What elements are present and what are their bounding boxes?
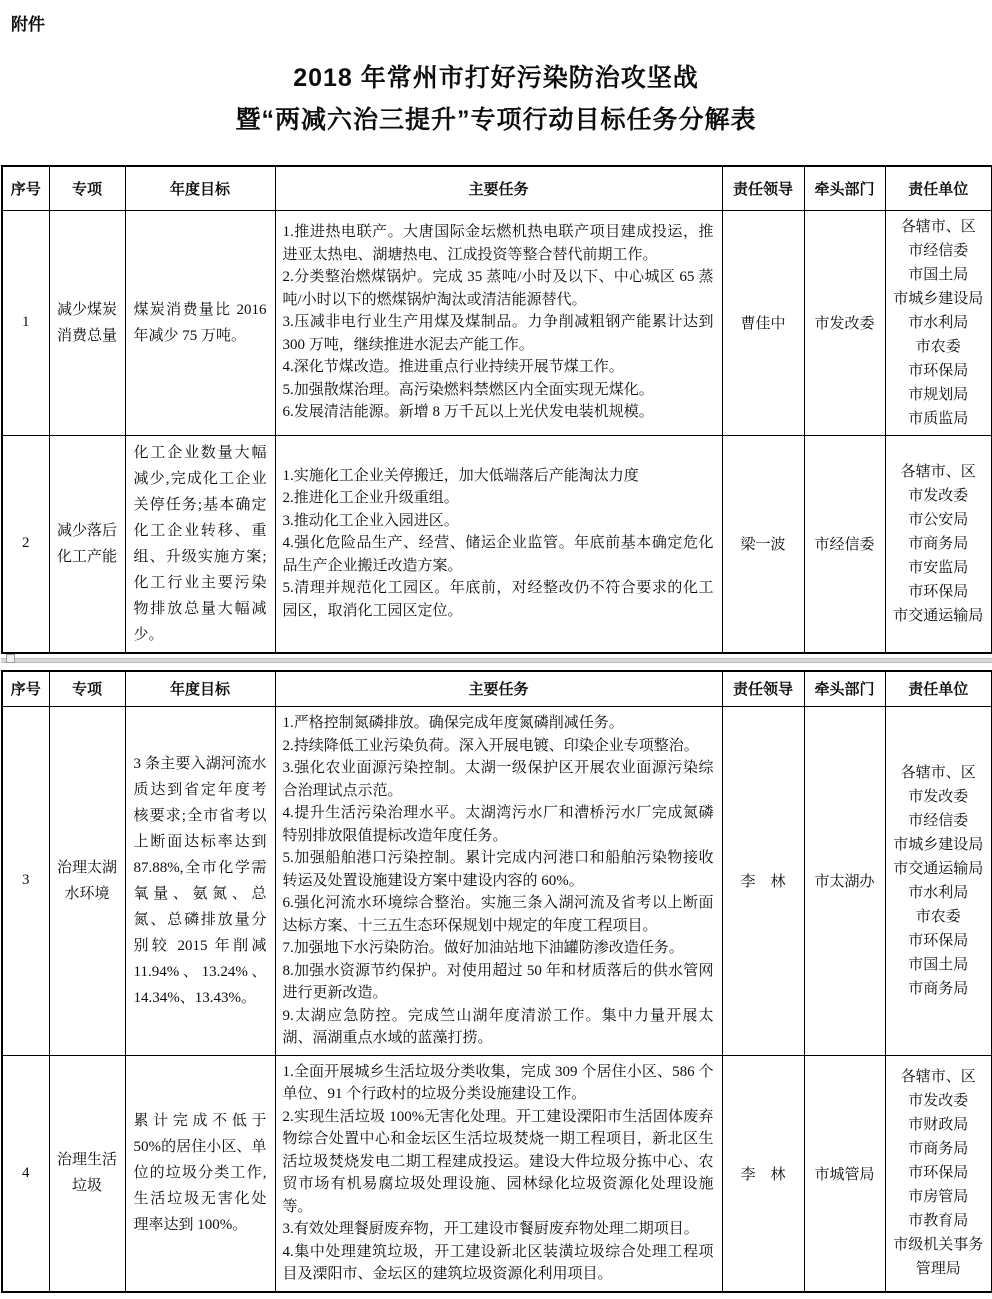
main-tasks-cell <box>275 1055 722 1292</box>
main-tasks-cell <box>275 210 722 435</box>
row-number-cell: 3 <box>2 707 49 1056</box>
responsible-unit: 各辖市、区 <box>900 463 976 480</box>
responsible-unit: 市商务局 <box>908 980 969 997</box>
responsible-unit: 市教育局 <box>908 1213 969 1229</box>
responsible-unit: 市交通运输局 <box>893 607 984 624</box>
responsible-unit: 市安监局 <box>908 559 969 576</box>
task-item: 4.强化危险品生产、经营、储运企业监管。年底前基本确定危化品生产企业搬迁改造方案。 <box>282 535 714 574</box>
main-tasks-cell <box>275 707 722 1056</box>
special-item-cell: 减少落后化工产能 <box>49 435 125 653</box>
task-item: 5.清理并规范化工园区。年底前，对经整改仍不符合要求的化工园区，取消化工园区定位。 <box>282 580 714 619</box>
title-line-2: 暨“两减六治三提升”专项行动目标任务分解表 <box>235 106 757 134</box>
task-table-1 <box>1 165 992 654</box>
task-item: 1.严格控制氮磷排放。确保完成年度氮磷削减任务。 <box>282 715 624 731</box>
task-item: 7.加强地下水污染防治。做好加油站地下油罐防渗改造任务。 <box>282 940 684 956</box>
header-row <box>2 166 992 210</box>
column-header: 专项 <box>49 671 125 707</box>
responsible-leader-cell: 李 林 <box>722 707 804 1056</box>
task-item: 4.深化节煤改造。推进重点行业持续开展节煤工作。 <box>282 359 624 376</box>
page-break-divider <box>1 658 992 663</box>
special-item-cell: 减少煤炭消费总量 <box>49 210 125 435</box>
responsible-units-cell <box>885 1055 992 1292</box>
title-line-1: 2018 年常州市打好污染防治攻坚战 <box>293 64 699 92</box>
responsible-unit: 市级机关事务管理局 <box>893 1237 984 1277</box>
column-header: 责任领导 <box>722 671 804 707</box>
responsible-unit: 市城乡建设局 <box>893 836 984 853</box>
responsible-unit: 市环保局 <box>908 583 969 600</box>
row-number-cell: 1 <box>2 210 49 435</box>
column-header: 责任单位 <box>885 166 992 210</box>
column-header: 序号 <box>2 166 49 210</box>
column-header: 专项 <box>49 166 125 210</box>
lead-department-cell: 市发改委 <box>804 210 885 435</box>
task-item: 3.强化农业面源污染控制。太湖一级保护区开展农业面源污染综合治理试点示范。 <box>282 760 714 799</box>
page-break-handle-icon <box>6 654 15 663</box>
table-row <box>2 435 992 653</box>
task-item: 1.实施化工企业关停搬迁，加大低端落后产能淘汰力度 <box>282 467 639 484</box>
responsible-units-cell <box>885 210 992 435</box>
responsible-unit: 市农委 <box>915 908 961 925</box>
attachment-label: 附件 <box>11 15 45 34</box>
annual-target-cell: 煤炭消费量比 2016 年减少 75 万吨。 <box>125 210 275 435</box>
responsible-unit: 市财政局 <box>908 1117 969 1133</box>
task-item: 4.提升生活污染治理水平。太湖湾污水厂和漕桥污水厂完成氮磷特别排放限值提标改造年度任务。 <box>282 805 714 844</box>
task-item: 3.推动化工企业入园进区。 <box>282 512 459 529</box>
task-item: 2.实现生活垃圾 100%无害化处理。开工建设溧阳市生活固体废弃物综合处置中心和金坛区生活垃圾焚烧一期工程项目，新北区生活垃圾焚烧发电二期工程建成投运。建设大件垃圾分拣中心、农贸市场有机易腐垃圾处理设施、园林绿化垃圾资源化处理设施等。 <box>282 1108 714 1215</box>
responsible-unit: 各辖市、区 <box>900 1069 976 1085</box>
task-item: 5.加强散煤治理。高污染燃料禁燃区内全面实现无煤化。 <box>282 381 654 398</box>
row-number-cell: 2 <box>2 435 49 653</box>
table-row <box>2 1055 992 1292</box>
lead-department-cell: 市城管局 <box>804 1055 885 1292</box>
responsible-leader-cell: 曹佳中 <box>722 210 804 435</box>
responsible-unit: 市发改委 <box>908 788 969 805</box>
responsible-unit: 各辖市、区 <box>900 218 976 235</box>
responsible-unit: 市交通运输局 <box>893 860 984 877</box>
responsible-unit: 市经信委 <box>908 812 969 829</box>
document-title <box>1 57 991 141</box>
task-item: 2.持续降低工业污染负荷。深入开展电镀、印染企业专项整治。 <box>282 737 699 754</box>
responsible-unit: 市农委 <box>915 338 961 355</box>
annual-target-cell: 化工企业数量大幅减少,完成化工企业关停任务;基本确定化工企业转移、重组、升级实施方案;化工行业主要污染物排放总量大幅减少。 <box>125 435 275 653</box>
responsible-unit: 市城乡建设局 <box>893 290 984 307</box>
task-item: 6.发展清洁能源。新增 8 万千瓦以上光伏发电装机规模。 <box>282 404 654 421</box>
special-item-cell: 治理太湖水环境 <box>49 707 125 1056</box>
task-item: 5.加强船舶港口污染控制。累计完成内河港口和船舶污染物接收转运及处置设施建设方案中建设内容的 60%。 <box>282 850 714 889</box>
responsible-unit: 市商务局 <box>908 535 969 552</box>
responsible-unit: 市水利局 <box>908 314 969 331</box>
task-item: 2.推进化工企业升级重组。 <box>282 490 459 507</box>
responsible-unit: 市商务局 <box>908 1141 969 1157</box>
task-item: 8.加强水资源节约保护。对使用超过 50 年和材质落后的供水管网进行更新改造。 <box>282 962 714 1001</box>
responsible-unit: 市国土局 <box>908 956 969 973</box>
special-item-cell: 治理生活垃圾 <box>49 1055 125 1292</box>
table-row <box>2 707 992 1056</box>
column-header: 年度目标 <box>125 671 275 707</box>
main-tasks-cell <box>275 435 722 653</box>
column-header: 责任单位 <box>885 671 992 707</box>
responsible-unit: 市质监局 <box>908 410 969 427</box>
column-header: 主要任务 <box>275 671 722 707</box>
table-row <box>2 210 992 435</box>
responsible-unit: 市房管局 <box>908 1189 969 1205</box>
column-header: 年度目标 <box>125 166 275 210</box>
annual-target-cell: 3 条主要入湖河流水质达到省定年度考核要求;全市省考以上断面达标率达到 87.88%,全市化学需氧量、氨氮、总氮、总磷排放量分别较 2015 年削减 11.94%、13.24%、14.34%、13.43%。 <box>125 707 275 1056</box>
responsible-unit: 市水利局 <box>908 884 969 901</box>
responsible-unit: 市规划局 <box>908 386 969 403</box>
responsible-unit: 市公安局 <box>908 511 969 528</box>
responsible-unit: 市发改委 <box>908 487 969 504</box>
column-header: 牵头部门 <box>804 166 885 210</box>
column-header: 责任领导 <box>722 166 804 210</box>
responsible-unit: 市发改委 <box>908 1093 969 1109</box>
task-item: 2.分类整治燃煤锅炉。完成 35 蒸吨/小时及以下、中心城区 65 蒸吨/小时以下的燃煤锅炉淘汰或清洁能源替代。 <box>282 269 714 308</box>
task-item: 1.全面开展城乡生活垃圾分类收集，完成 309 个居住小区、586 个单位、91 个行政村的垃圾分类设施建设工作。 <box>282 1063 714 1102</box>
column-header: 序号 <box>2 671 49 707</box>
task-item: 3.有效处理餐厨废弃物，开工建设市餐厨废弃物处理二期项目。 <box>282 1221 699 1237</box>
task-item: 6.强化河流水环境综合整治。实施三条入湖河流及省考以上断面达标方案、十三五生态环保规划中规定的年度工程项目。 <box>282 895 714 934</box>
responsible-units-cell <box>885 707 992 1056</box>
responsible-unit: 市经信委 <box>908 242 969 259</box>
task-item: 1.推进热电联产。大唐国际金坛燃机热电联产项目建成投运，推进亚太热电、湖塘热电、江成投资等整合替代前期工作。 <box>282 224 714 263</box>
column-header: 牵头部门 <box>804 671 885 707</box>
responsible-unit: 市环保局 <box>908 362 969 379</box>
responsible-unit: 市国土局 <box>908 266 969 283</box>
task-item: 9.太湖应急防控。完成竺山湖年度清淤工作。集中力量开展太湖、滆湖重点水域的蓝藻打捞。 <box>282 1007 714 1046</box>
responsible-leader-cell: 李 林 <box>722 1055 804 1292</box>
responsible-unit: 市环保局 <box>908 932 969 949</box>
row-number-cell: 4 <box>2 1055 49 1292</box>
responsible-unit: 市环保局 <box>908 1165 969 1181</box>
lead-department-cell: 市经信委 <box>804 435 885 653</box>
header-row <box>2 671 992 707</box>
task-item: 3.压减非电行业生产用煤及煤制品。力争削减粗钢产能累计达到 300 万吨，继续推进水泥去产能工作。 <box>282 314 714 353</box>
responsible-unit: 各辖市、区 <box>900 764 976 781</box>
lead-department-cell: 市太湖办 <box>804 707 885 1056</box>
annual-target-cell: 累计完成不低于 50%的居住小区、单位的垃圾分类工作,生活垃圾无害化处理率达到 100%。 <box>125 1055 275 1292</box>
task-table-2 <box>1 670 992 1293</box>
responsible-leader-cell: 梁一波 <box>722 435 804 653</box>
responsible-units-cell <box>885 435 992 653</box>
task-item: 4.集中处理建筑垃圾，开工建设新北区装潢垃圾综合处理工程项目及溧阳市、金坛区的建筑垃圾资源化利用项目。 <box>282 1243 714 1282</box>
column-header: 主要任务 <box>275 166 722 210</box>
